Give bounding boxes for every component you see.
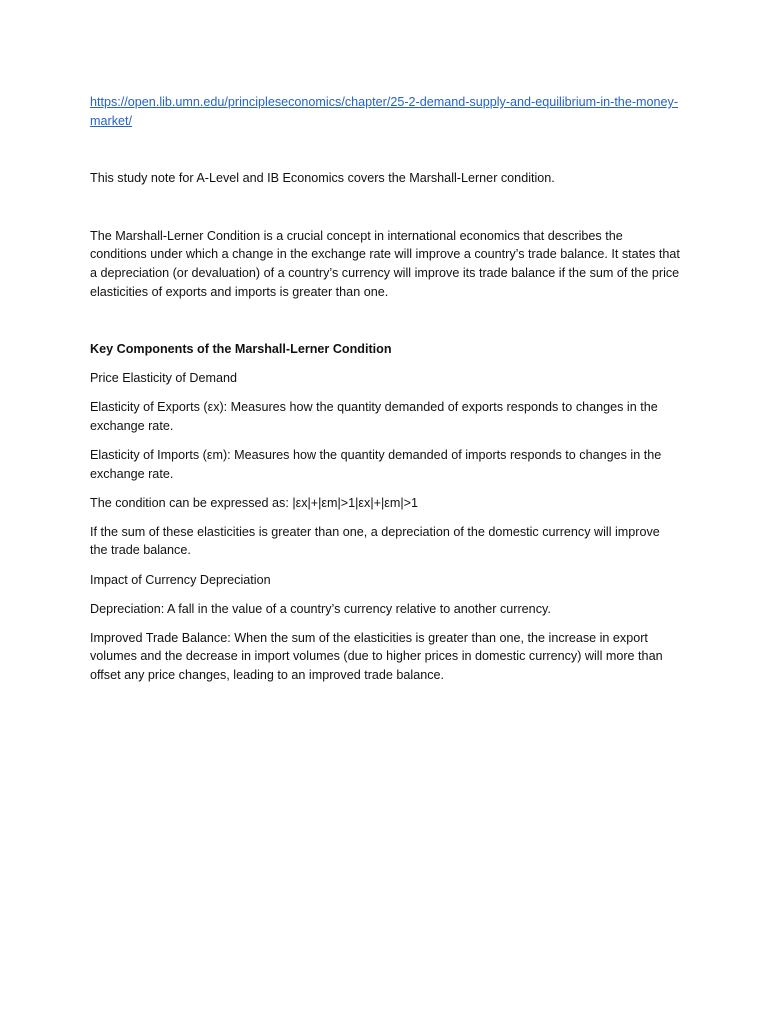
overview-paragraph: The Marshall-Lerner Condition is a crucial concept in international economics that describes the conditions under which a change in the exchange rate will improve a country’s trade balance. It states that a depreciation (or devaluation) of a country’s currency will improve its trade balance if the sum of the price elasticities of exports and imports is greater than one. <box>90 228 680 299</box>
condition-formula: The condition can be expressed as: |εx|+|εm|>1|εx|+|εm|>1 <box>90 495 418 510</box>
section-heading: Key Components of the Marshall-Lerner Condition <box>90 342 392 357</box>
imports-paragraph: Elasticity of Imports (εm): Measures how the quantity demanded of imports responds to changes in the exchange rate. <box>90 448 662 481</box>
improved-balance-paragraph: Improved Trade Balance: When the sum of the elasticities is greater than one, the increase in export volumes and the decrease in import volumes (due to higher prices in domestic currency) will more than offset any price changes, leading to an improved trade balance. <box>90 630 663 682</box>
depreciation-paragraph: Depreciation: A fall in the value of a country’s currency relative to another currency. <box>90 601 551 616</box>
subheading-price-elasticity: Price Elasticity of Demand <box>90 371 237 386</box>
subheading-depreciation-impact: Impact of Currency Depreciation <box>90 572 271 587</box>
source-link[interactable]: https://open.lib.umn.edu/principleseconomics/chapter/25-2-demand-supply-and-equilibrium-in-the-money-market/ <box>90 95 679 128</box>
intro-paragraph: This study note for A-Level and IB Economics covers the Marshall-Lerner condition. <box>90 171 555 186</box>
sum-note-paragraph: If the sum of these elasticities is greater than one, a depreciation of the domestic currency will improve the trade balance. <box>90 524 660 558</box>
exports-paragraph: Elasticity of Exports (εx): Measures how the quantity demanded of exports responds to changes in the exchange rate. <box>90 400 658 433</box>
document-body <box>90 93 680 684</box>
